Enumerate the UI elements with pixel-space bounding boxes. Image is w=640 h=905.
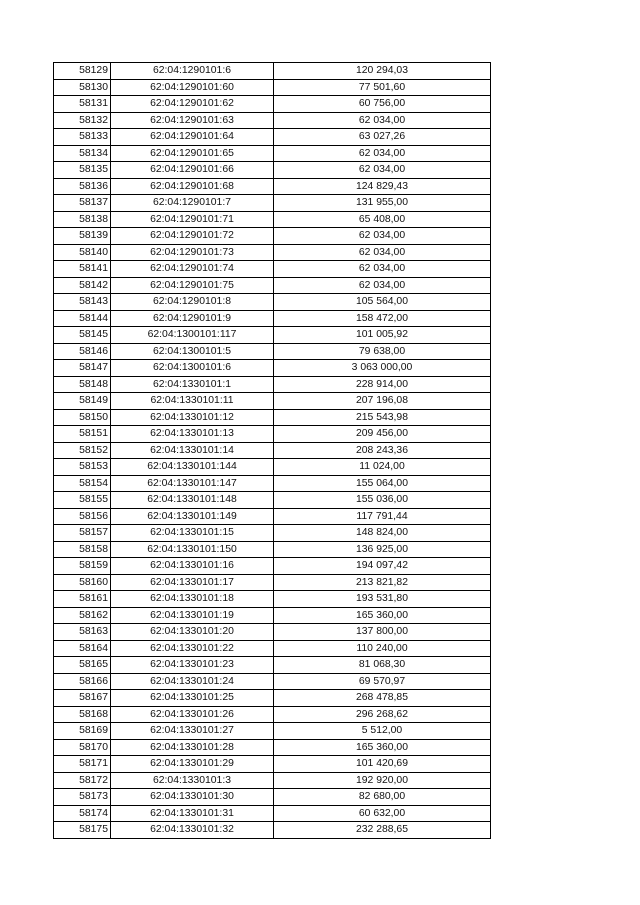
row-number: 58158 — [54, 541, 111, 558]
row-number: 58132 — [54, 112, 111, 129]
row-number: 58164 — [54, 640, 111, 657]
cadastral-number: 62:04:1330101:11 — [111, 393, 274, 410]
table-row — [54, 228, 491, 245]
table-row — [54, 475, 491, 492]
row-number: 58168 — [54, 706, 111, 723]
cadastral-number: 62:04:1290101:6 — [111, 63, 274, 80]
cadastral-number: 62:04:1300101:6 — [111, 360, 274, 377]
cadastral-number: 62:04:1330101:30 — [111, 789, 274, 806]
row-number: 58130 — [54, 79, 111, 96]
cadastral-number: 62:04:1330101:24 — [111, 673, 274, 690]
row-number: 58174 — [54, 805, 111, 822]
table-row — [54, 63, 491, 80]
row-number: 58129 — [54, 63, 111, 80]
table-row — [54, 409, 491, 426]
cadastral-number: 62:04:1330101:150 — [111, 541, 274, 558]
cadastral-value: 81 068,30 — [274, 657, 491, 674]
cadastral-value: 207 196,08 — [274, 393, 491, 410]
table-row — [54, 294, 491, 311]
table-row — [54, 706, 491, 723]
cadastral-number: 62:04:1290101:68 — [111, 178, 274, 195]
table-row — [54, 277, 491, 294]
cadastral-value: 136 925,00 — [274, 541, 491, 558]
row-number: 58163 — [54, 624, 111, 641]
row-number: 58139 — [54, 228, 111, 245]
cadastral-number: 62:04:1290101:74 — [111, 261, 274, 278]
cadastral-value: 215 543,98 — [274, 409, 491, 426]
row-number: 58136 — [54, 178, 111, 195]
cadastral-number: 62:04:1290101:60 — [111, 79, 274, 96]
cadastral-number: 62:04:1330101:15 — [111, 525, 274, 542]
row-number: 58148 — [54, 376, 111, 393]
cadastral-number: 62:04:1330101:28 — [111, 739, 274, 756]
cadastral-value: 213 821,82 — [274, 574, 491, 591]
cadastral-number: 62:04:1330101:26 — [111, 706, 274, 723]
cadastral-number: 62:04:1330101:20 — [111, 624, 274, 641]
table-row — [54, 393, 491, 410]
cadastral-value: 63 027,26 — [274, 129, 491, 146]
cadastral-value: 3 063 000,00 — [274, 360, 491, 377]
cadastral-value: 117 791,44 — [274, 508, 491, 525]
cadastral-value: 155 036,00 — [274, 492, 491, 509]
cadastral-value-table — [53, 62, 491, 839]
row-number: 58146 — [54, 343, 111, 360]
table-row — [54, 129, 491, 146]
table-row — [54, 690, 491, 707]
cadastral-number: 62:04:1290101:65 — [111, 145, 274, 162]
cadastral-value: 62 034,00 — [274, 112, 491, 129]
row-number: 58141 — [54, 261, 111, 278]
row-number: 58170 — [54, 739, 111, 756]
cadastral-value: 165 360,00 — [274, 607, 491, 624]
cadastral-number: 62:04:1290101:62 — [111, 96, 274, 113]
cadastral-number: 62:04:1330101:31 — [111, 805, 274, 822]
row-number: 58167 — [54, 690, 111, 707]
cadastral-value: 62 034,00 — [274, 244, 491, 261]
cadastral-number: 62:04:1330101:1 — [111, 376, 274, 393]
cadastral-number: 62:04:1290101:72 — [111, 228, 274, 245]
cadastral-value: 148 824,00 — [274, 525, 491, 542]
cadastral-value: 209 456,00 — [274, 426, 491, 443]
table-row — [54, 211, 491, 228]
row-number: 58162 — [54, 607, 111, 624]
cadastral-value: 65 408,00 — [274, 211, 491, 228]
row-number: 58152 — [54, 442, 111, 459]
cadastral-number: 62:04:1330101:32 — [111, 822, 274, 839]
table-row — [54, 376, 491, 393]
cadastral-number: 62:04:1330101:23 — [111, 657, 274, 674]
cadastral-value: 120 294,03 — [274, 63, 491, 80]
row-number: 58171 — [54, 756, 111, 773]
table-row — [54, 739, 491, 756]
cadastral-number: 62:04:1330101:14 — [111, 442, 274, 459]
table-row — [54, 508, 491, 525]
table-row — [54, 624, 491, 641]
row-number: 58165 — [54, 657, 111, 674]
table-row — [54, 459, 491, 476]
cadastral-value: 228 914,00 — [274, 376, 491, 393]
cadastral-number: 62:04:1330101:27 — [111, 723, 274, 740]
table-body — [54, 63, 491, 839]
cadastral-value: 194 097,42 — [274, 558, 491, 575]
cadastral-value: 82 680,00 — [274, 789, 491, 806]
table-row — [54, 162, 491, 179]
row-number: 58159 — [54, 558, 111, 575]
table-row — [54, 244, 491, 261]
table-row — [54, 492, 491, 509]
row-number: 58145 — [54, 327, 111, 344]
table-row — [54, 426, 491, 443]
row-number: 58142 — [54, 277, 111, 294]
table-row — [54, 79, 491, 96]
cadastral-number: 62:04:1290101:9 — [111, 310, 274, 327]
cadastral-number: 62:04:1330101:25 — [111, 690, 274, 707]
cadastral-value: 79 638,00 — [274, 343, 491, 360]
cadastral-number: 62:04:1330101:13 — [111, 426, 274, 443]
cadastral-value: 296 268,62 — [274, 706, 491, 723]
cadastral-number: 62:04:1330101:147 — [111, 475, 274, 492]
cadastral-number: 62:04:1290101:8 — [111, 294, 274, 311]
table-row — [54, 558, 491, 575]
cadastral-value: 62 034,00 — [274, 145, 491, 162]
cadastral-value: 101 420,69 — [274, 756, 491, 773]
cadastral-value: 137 800,00 — [274, 624, 491, 641]
cadastral-number: 62:04:1290101:75 — [111, 277, 274, 294]
row-number: 58138 — [54, 211, 111, 228]
cadastral-number: 62:04:1290101:7 — [111, 195, 274, 212]
row-number: 58137 — [54, 195, 111, 212]
row-number: 58169 — [54, 723, 111, 740]
row-number: 58151 — [54, 426, 111, 443]
cadastral-value: 155 064,00 — [274, 475, 491, 492]
row-number: 58172 — [54, 772, 111, 789]
row-number: 58135 — [54, 162, 111, 179]
cadastral-value: 208 243,36 — [274, 442, 491, 459]
row-number: 58154 — [54, 475, 111, 492]
row-number: 58160 — [54, 574, 111, 591]
table-row — [54, 442, 491, 459]
row-number: 58149 — [54, 393, 111, 410]
cadastral-number: 62:04:1330101:16 — [111, 558, 274, 575]
row-number: 58133 — [54, 129, 111, 146]
row-number: 58144 — [54, 310, 111, 327]
table-row — [54, 772, 491, 789]
cadastral-value: 5 512,00 — [274, 723, 491, 740]
row-number: 58131 — [54, 96, 111, 113]
cadastral-value: 268 478,85 — [274, 690, 491, 707]
table-row — [54, 607, 491, 624]
cadastral-value: 105 564,00 — [274, 294, 491, 311]
cadastral-value: 158 472,00 — [274, 310, 491, 327]
row-number: 58155 — [54, 492, 111, 509]
row-number: 58143 — [54, 294, 111, 311]
table-row — [54, 673, 491, 690]
cadastral-value: 60 632,00 — [274, 805, 491, 822]
row-number: 58173 — [54, 789, 111, 806]
cadastral-number: 62:04:1330101:3 — [111, 772, 274, 789]
cadastral-value: 77 501,60 — [274, 79, 491, 96]
cadastral-value: 60 756,00 — [274, 96, 491, 113]
row-number: 58156 — [54, 508, 111, 525]
table-row — [54, 195, 491, 212]
row-number: 58150 — [54, 409, 111, 426]
table-row — [54, 805, 491, 822]
cadastral-value: 101 005,92 — [274, 327, 491, 344]
cadastral-number: 62:04:1330101:12 — [111, 409, 274, 426]
cadastral-number: 62:04:1290101:64 — [111, 129, 274, 146]
table-row — [54, 574, 491, 591]
table-row — [54, 360, 491, 377]
table-row — [54, 822, 491, 839]
cadastral-number: 62:04:1330101:19 — [111, 607, 274, 624]
cadastral-value: 124 829,43 — [274, 178, 491, 195]
cadastral-number: 62:04:1330101:148 — [111, 492, 274, 509]
cadastral-number: 62:04:1330101:18 — [111, 591, 274, 608]
row-number: 58147 — [54, 360, 111, 377]
cadastral-value: 11 024,00 — [274, 459, 491, 476]
table-row — [54, 96, 491, 113]
table-row — [54, 525, 491, 542]
table-row — [54, 343, 491, 360]
table-row — [54, 723, 491, 740]
table-row — [54, 261, 491, 278]
table-row — [54, 541, 491, 558]
table-row — [54, 591, 491, 608]
row-number: 58134 — [54, 145, 111, 162]
row-number: 58153 — [54, 459, 111, 476]
table-row — [54, 310, 491, 327]
cadastral-number: 62:04:1290101:71 — [111, 211, 274, 228]
row-number: 58166 — [54, 673, 111, 690]
table-row — [54, 789, 491, 806]
cadastral-number: 62:04:1330101:149 — [111, 508, 274, 525]
cadastral-value: 131 955,00 — [274, 195, 491, 212]
cadastral-value: 62 034,00 — [274, 277, 491, 294]
row-number: 58140 — [54, 244, 111, 261]
cadastral-number: 62:04:1300101:5 — [111, 343, 274, 360]
row-number: 58175 — [54, 822, 111, 839]
cadastral-value: 232 288,65 — [274, 822, 491, 839]
cadastral-value: 110 240,00 — [274, 640, 491, 657]
table-row — [54, 178, 491, 195]
table-row — [54, 756, 491, 773]
cadastral-number: 62:04:1330101:29 — [111, 756, 274, 773]
cadastral-number: 62:04:1290101:63 — [111, 112, 274, 129]
cadastral-number: 62:04:1330101:17 — [111, 574, 274, 591]
table-row — [54, 327, 491, 344]
table-row — [54, 657, 491, 674]
table-row — [54, 640, 491, 657]
row-number: 58161 — [54, 591, 111, 608]
cadastral-value: 69 570,97 — [274, 673, 491, 690]
cadastral-value: 165 360,00 — [274, 739, 491, 756]
cadastral-value: 192 920,00 — [274, 772, 491, 789]
cadastral-number: 62:04:1300101:117 — [111, 327, 274, 344]
table-row — [54, 112, 491, 129]
cadastral-number: 62:04:1290101:66 — [111, 162, 274, 179]
cadastral-value: 62 034,00 — [274, 228, 491, 245]
cadastral-number: 62:04:1330101:144 — [111, 459, 274, 476]
table-row — [54, 145, 491, 162]
cadastral-value: 62 034,00 — [274, 162, 491, 179]
cadastral-value: 62 034,00 — [274, 261, 491, 278]
row-number: 58157 — [54, 525, 111, 542]
cadastral-value: 193 531,80 — [274, 591, 491, 608]
cadastral-number: 62:04:1290101:73 — [111, 244, 274, 261]
cadastral-number: 62:04:1330101:22 — [111, 640, 274, 657]
